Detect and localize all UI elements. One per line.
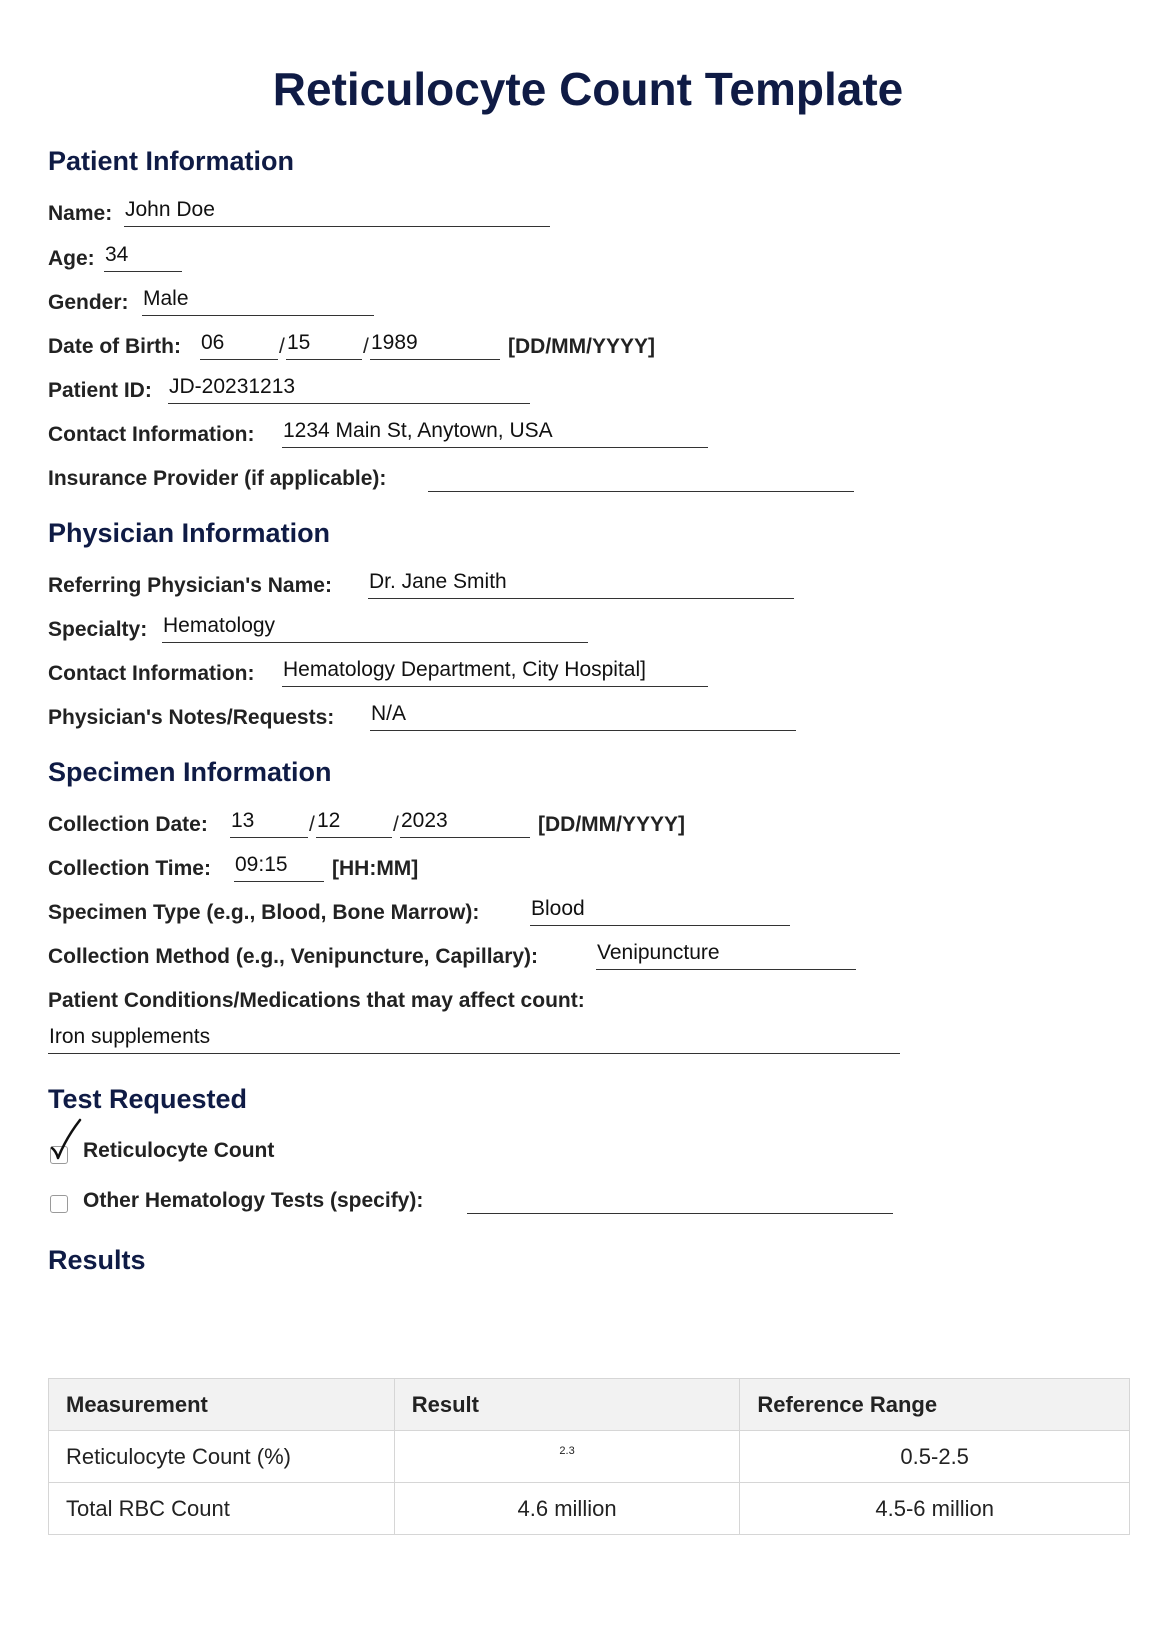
dob-separator: / (279, 335, 285, 358)
result-cell (394, 1431, 740, 1483)
collection-method-field[interactable]: Venipuncture (596, 942, 856, 970)
collection-month-field[interactable]: 12 (316, 810, 392, 838)
specialty-label: Specialty: (48, 618, 148, 641)
results-table (48, 1378, 1130, 1535)
date-separator: / (309, 813, 315, 836)
dob-year-field[interactable]: 1989 (370, 332, 500, 360)
physician-name-label: Referring Physician's Name: (48, 574, 332, 597)
physician-contact-label: Contact Information: (48, 662, 255, 685)
dob-day-field[interactable]: 06 (200, 332, 278, 360)
other-tests-specify-field[interactable] (467, 1186, 893, 1214)
specimen-type-label: Specimen Type (e.g., Blood, Bone Marrow): (48, 901, 480, 924)
table-row (49, 1431, 1130, 1483)
table-header-row (49, 1379, 1130, 1431)
reference-range-cell: 0.5-2.5 (740, 1431, 1130, 1483)
insurance-field[interactable] (428, 464, 854, 492)
specialty-field[interactable]: Hematology (162, 615, 588, 643)
patient-id-label: Patient ID: (48, 379, 152, 402)
result-value: 2.3 (559, 1444, 575, 1457)
collection-year-field[interactable]: 2023 (400, 810, 530, 838)
other-tests-checkbox[interactable] (50, 1195, 68, 1213)
collection-date-format-hint: [DD/MM/YYYY] (538, 813, 685, 836)
patient-age-label: Age: (48, 247, 95, 270)
patient-age-field[interactable]: 34 (104, 244, 182, 272)
patient-dob-label: Date of Birth: (48, 335, 181, 358)
collection-method-label: Collection Method (e.g., Venipuncture, Capillary): (48, 945, 539, 968)
physician-info-heading: Physician Information (48, 518, 331, 548)
reference-range-cell: 4.5-6 million (740, 1483, 1130, 1535)
result-cell: 4.6 million (394, 1483, 740, 1535)
column-header-result: Result (394, 1379, 740, 1431)
date-separator: / (393, 813, 399, 836)
physician-contact-field[interactable]: Hematology Department, City Hospital] (282, 659, 708, 687)
results-heading: Results (48, 1245, 146, 1275)
patient-contact-label: Contact Information: (48, 423, 255, 446)
measurement-cell: Reticulocyte Count (%) (49, 1431, 395, 1483)
conditions-label: Patient Conditions/Medications that may affect count: (48, 989, 585, 1012)
dob-format-hint: [DD/MM/YYYY] (508, 335, 655, 358)
collection-time-field[interactable]: 09:15 (234, 854, 324, 882)
patient-contact-field[interactable]: 1234 Main St, Anytown, USA (282, 420, 708, 448)
patient-gender-label: Gender: (48, 291, 129, 314)
insurance-label: Insurance Provider (if applicable): (48, 467, 387, 490)
measurement-cell: Total RBC Count (49, 1483, 395, 1535)
test-option-label: Other Hematology Tests (specify): (83, 1189, 424, 1212)
test-requested-heading: Test Requested (48, 1084, 248, 1114)
column-header-measurement: Measurement (49, 1379, 395, 1431)
patient-info-heading: Patient Information (48, 146, 295, 176)
specimen-info-heading: Specimen Information (48, 757, 332, 787)
page-title: Reticulocyte Count Template (272, 63, 904, 115)
patient-gender-field[interactable]: Male (142, 288, 374, 316)
patient-id-field[interactable]: JD-20231213 (168, 376, 530, 404)
collection-day-field[interactable]: 13 (230, 810, 308, 838)
column-header-reference-range: Reference Range (740, 1379, 1130, 1431)
patient-name-label: Name: (48, 202, 113, 225)
physician-notes-field[interactable]: N/A (370, 703, 796, 731)
specimen-type-field[interactable]: Blood (530, 898, 790, 926)
physician-name-field[interactable]: Dr. Jane Smith (368, 571, 794, 599)
dob-month-field[interactable]: 15 (286, 332, 362, 360)
physician-notes-label: Physician's Notes/Requests: (48, 706, 335, 729)
test-option-label: Reticulocyte Count (83, 1139, 275, 1162)
collection-time-format-hint: [HH:MM] (332, 857, 419, 880)
conditions-field[interactable]: Iron supplements (48, 1026, 900, 1054)
collection-time-label: Collection Time: (48, 857, 211, 880)
collection-date-label: Collection Date: (48, 813, 208, 836)
patient-name-field[interactable]: John Doe (124, 199, 550, 227)
table-row (49, 1483, 1130, 1535)
dob-separator: / (363, 335, 369, 358)
